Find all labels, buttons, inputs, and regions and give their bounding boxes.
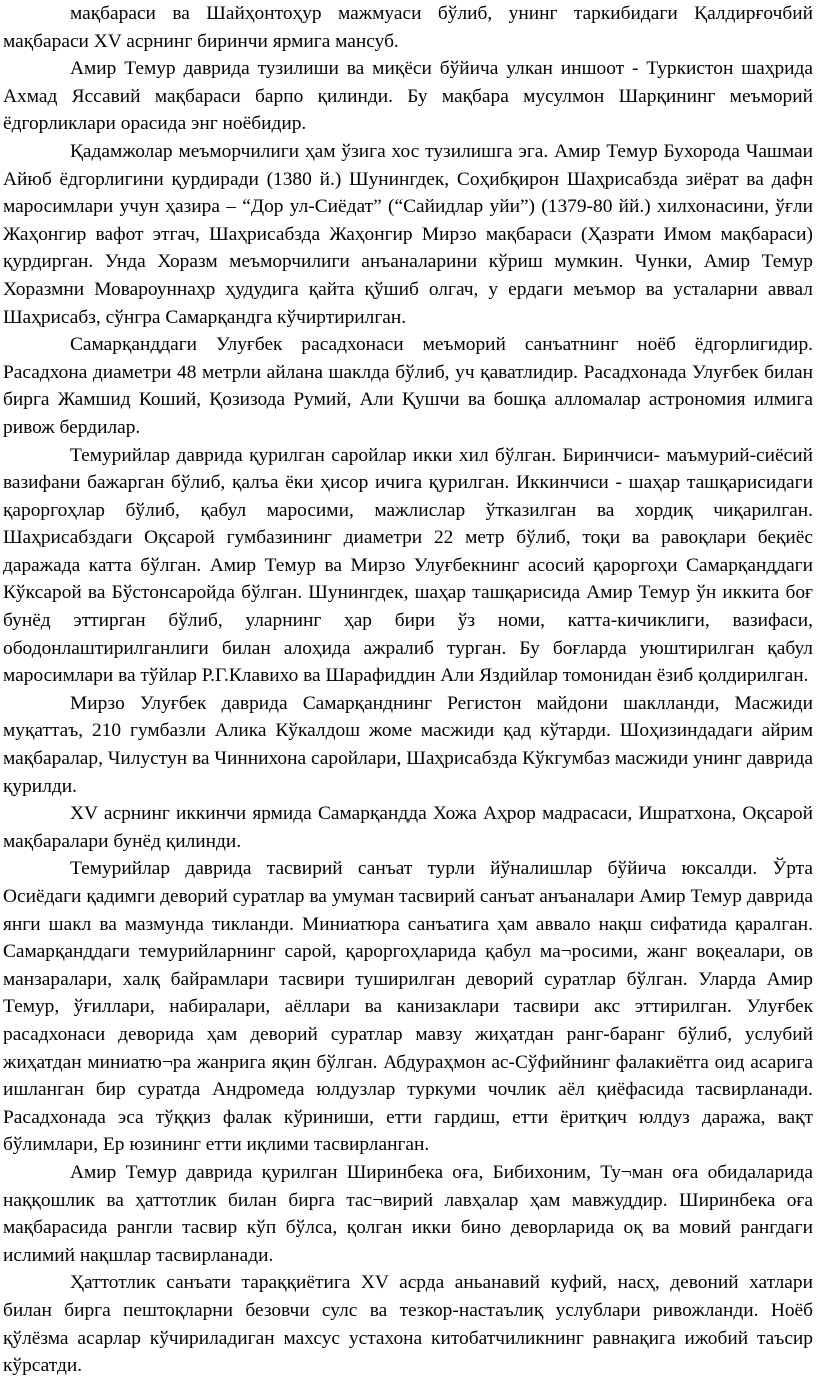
paragraph-ulugbek-observatory: Самарқанддаги Улуғбек расадхонаси меъморий санъатнинг ноёб ёдгорлигидир. Расадхона диаметри 48 метрли айлана шаклда бўлиб, уч қаватлидир. Расадхонада Улуғбек билан бирга Жамшид Коший, Қозизода Румий, Али Қушчи ва бошқа алломалар астрономия илмига ривож бердилар. [3, 334, 813, 438]
paragraph-mausoleum-decoration: Амир Темур даврида қурилган Ширинбека оға, Бибихоним, Ту¬ман оға обидаларида наққошлик ва ҳаттотлик билан бирга тас¬вирий лавҳалар ҳам мавжуддир. Ширинбека оға мақбарасида рангли тасвир кўп бўлса, қолган икки бино деворларида оқ ва мовий рангдаги ислимий нақшлар тасвирланади. [3, 1161, 813, 1266]
paragraph-shrine-architecture: Қадамжолар меъморчилиги ҳам ўзига хос тузилишга эга. Амир Темур Бухорода Чашмаи Айюб ёдгорлигини қурдиради (1380 й.) Шунингдек, Соҳибқирон Шаҳрисабзда зиёрат ва дафн маросимлари учун ҳазира – “Дор ул-Сиёдат” (“Сайидлар уйи”) (1379-80 йй.) хилхонасини, ўғли Жаҳонгир вафот этгач, Шаҳрисабзда Жаҳонгир Мирзо мақбараси (Ҳазрати Имом мақбараси) қурдирган. Унда Хоразм меъморчилиги анъаналарини кўриш мумкин. Чунки, Амир Темур Хоразмни Мовароуннаҳр ҳудудига қайта қўшиб олгач, у ердаги меъмор ва усталарни аввал Шаҳрисабз, сўнгра Самарқандга кўчиртирилган. [3, 140, 813, 328]
paragraph-15th-century-buildings: XV асрнинг иккинчи ярмида Самарқандда Хожа Аҳрор мадрасаси, Ишратхона, Оқсарой мақбаралари бунёд қилинди. [3, 803, 813, 852]
paragraph-fine-arts: Темурийлар даврида тасвирий санъат турли йўналишлар бўйича юксалди. Ўрта Осиёдаги қадимги деворий суратлар ва умуман тасвирий санъат анъаналари Амир Темур даврида янги шакл ва мазмунда тикланди. Миниатюра санъатига ҳам аввало нақш сифатида қаралган. Самарқанддаги темурийларнинг сарой, қароргоҳларида қабул ма¬росими, жанг воқеалари, ов манзаралари, халқ байрамлари тасвири туширилган деворий суратлар бўлган. Уларда Амир Темур, ўғиллари, набиралари, аёллари ва канизаклари тасвири акс эттирилган. Улуғбек расадхонаси деворида ҳам деворий суратлар мавзу жиҳатдан ранг-баранг бўлиб, услубий жиҳатдан миниатю¬ра жанрига яқин бўлган. Абдураҳмон ас-Сўфийнинг фалакиётга оид асарига ишланган бир суратда Андромеда юлдузлар туркуми чочлик аёл қиёфасида тасвирланади. Расадхонада эса тўққиз фалак кўриниши, етти гардиш, етти ёритқич юлдуз даража, вақт бўлимлари, Ер юзининг етти иқлими тасвирланган. [3, 858, 813, 1156]
paragraph-calligraphy: Ҳаттотлик санъати тараққиётига XV асрда аньанавий куфий, насҳ, девоний хатлари билан бирга пештоқларни безовчи сулс ва тезкор-настаълиқ услублари ривожланди. Ноёб қўлёзма асарлар кўчириладиган махсус устахона китобатчиликнинг равнақига ижобий таъсир кўрсатди. [3, 1272, 813, 1377]
paragraph-registan-square: Мирзо Улуғбек даврида Самарқанднинг Регистон майдони шаклланди, Масжиди муқаттаъ, 210 гумбазли Алика Кўкалдош жоме масжиди қад кўтарди. Шоҳизиндадаги айрим мақбаралар, Чилустун ва Чиннихона саройлари, Шаҳрисабзда Кўкгумбаз масжиди унинг даврида қурилди. [3, 692, 813, 797]
paragraph-timurid-palaces: Темурийлар даврида қурилган саройлар икки хил бўлган. Биринчиси- маъмурий-сиёсий вазифани бажарган бўлиб, қалъа ёки ҳисор ичига қурилган. Иккинчиси - шаҳар ташқарисидаги қароргоҳлар бўлиб, қабул маросими, мажлислар ўтказилган ва хордиқ чиқарилган. Шаҳрисабздаги Оқсарой гумбазининг диаметри 22 метр бўлиб, тоқи ва равоқлари беқиёс даражада катта бўлган. Амир Темур ва Мирзо Улуғбекнинг асосий қароргоҳи Самарқанддаги Кўксарой ва Бўстонсаройда бўлган. Шунингдек, шаҳар ташқарисида Амир Темур ўн иккита боғ бунёд эттирган бўлиб, уларнинг ҳар бири ўз номи, катта-кичиклиги, вазифаси, ободонлаштирилганлиги билан алоҳида ажралиб турган. Бу боғларда уюштирилган қабул маросимлари ва тўйлар Р.Г.Клавихо ва Шарафиддин Али Яздийлар томонидан ёзиб қолдирилган. [3, 444, 813, 687]
paragraph-yassaviy-mausoleum: Амир Темур даврида тузилиши ва миқёси бўйича улкан иншоот - Туркистон шаҳрида Ахмад Яссавий мақбараси барпо қилинди. Бу мақбара мусулмон Шарқининг меъморий ёдгорликлари орасида энг ноёбидир. [3, 58, 813, 135]
paragraph-continuation: мақбараси ва Шайҳонтоҳур мажмуаси бўлиб, унинг таркибидаги Қалдирғочбий мақбараси XV асрнинг биринчи ярмига мансуб. [3, 3, 813, 52]
